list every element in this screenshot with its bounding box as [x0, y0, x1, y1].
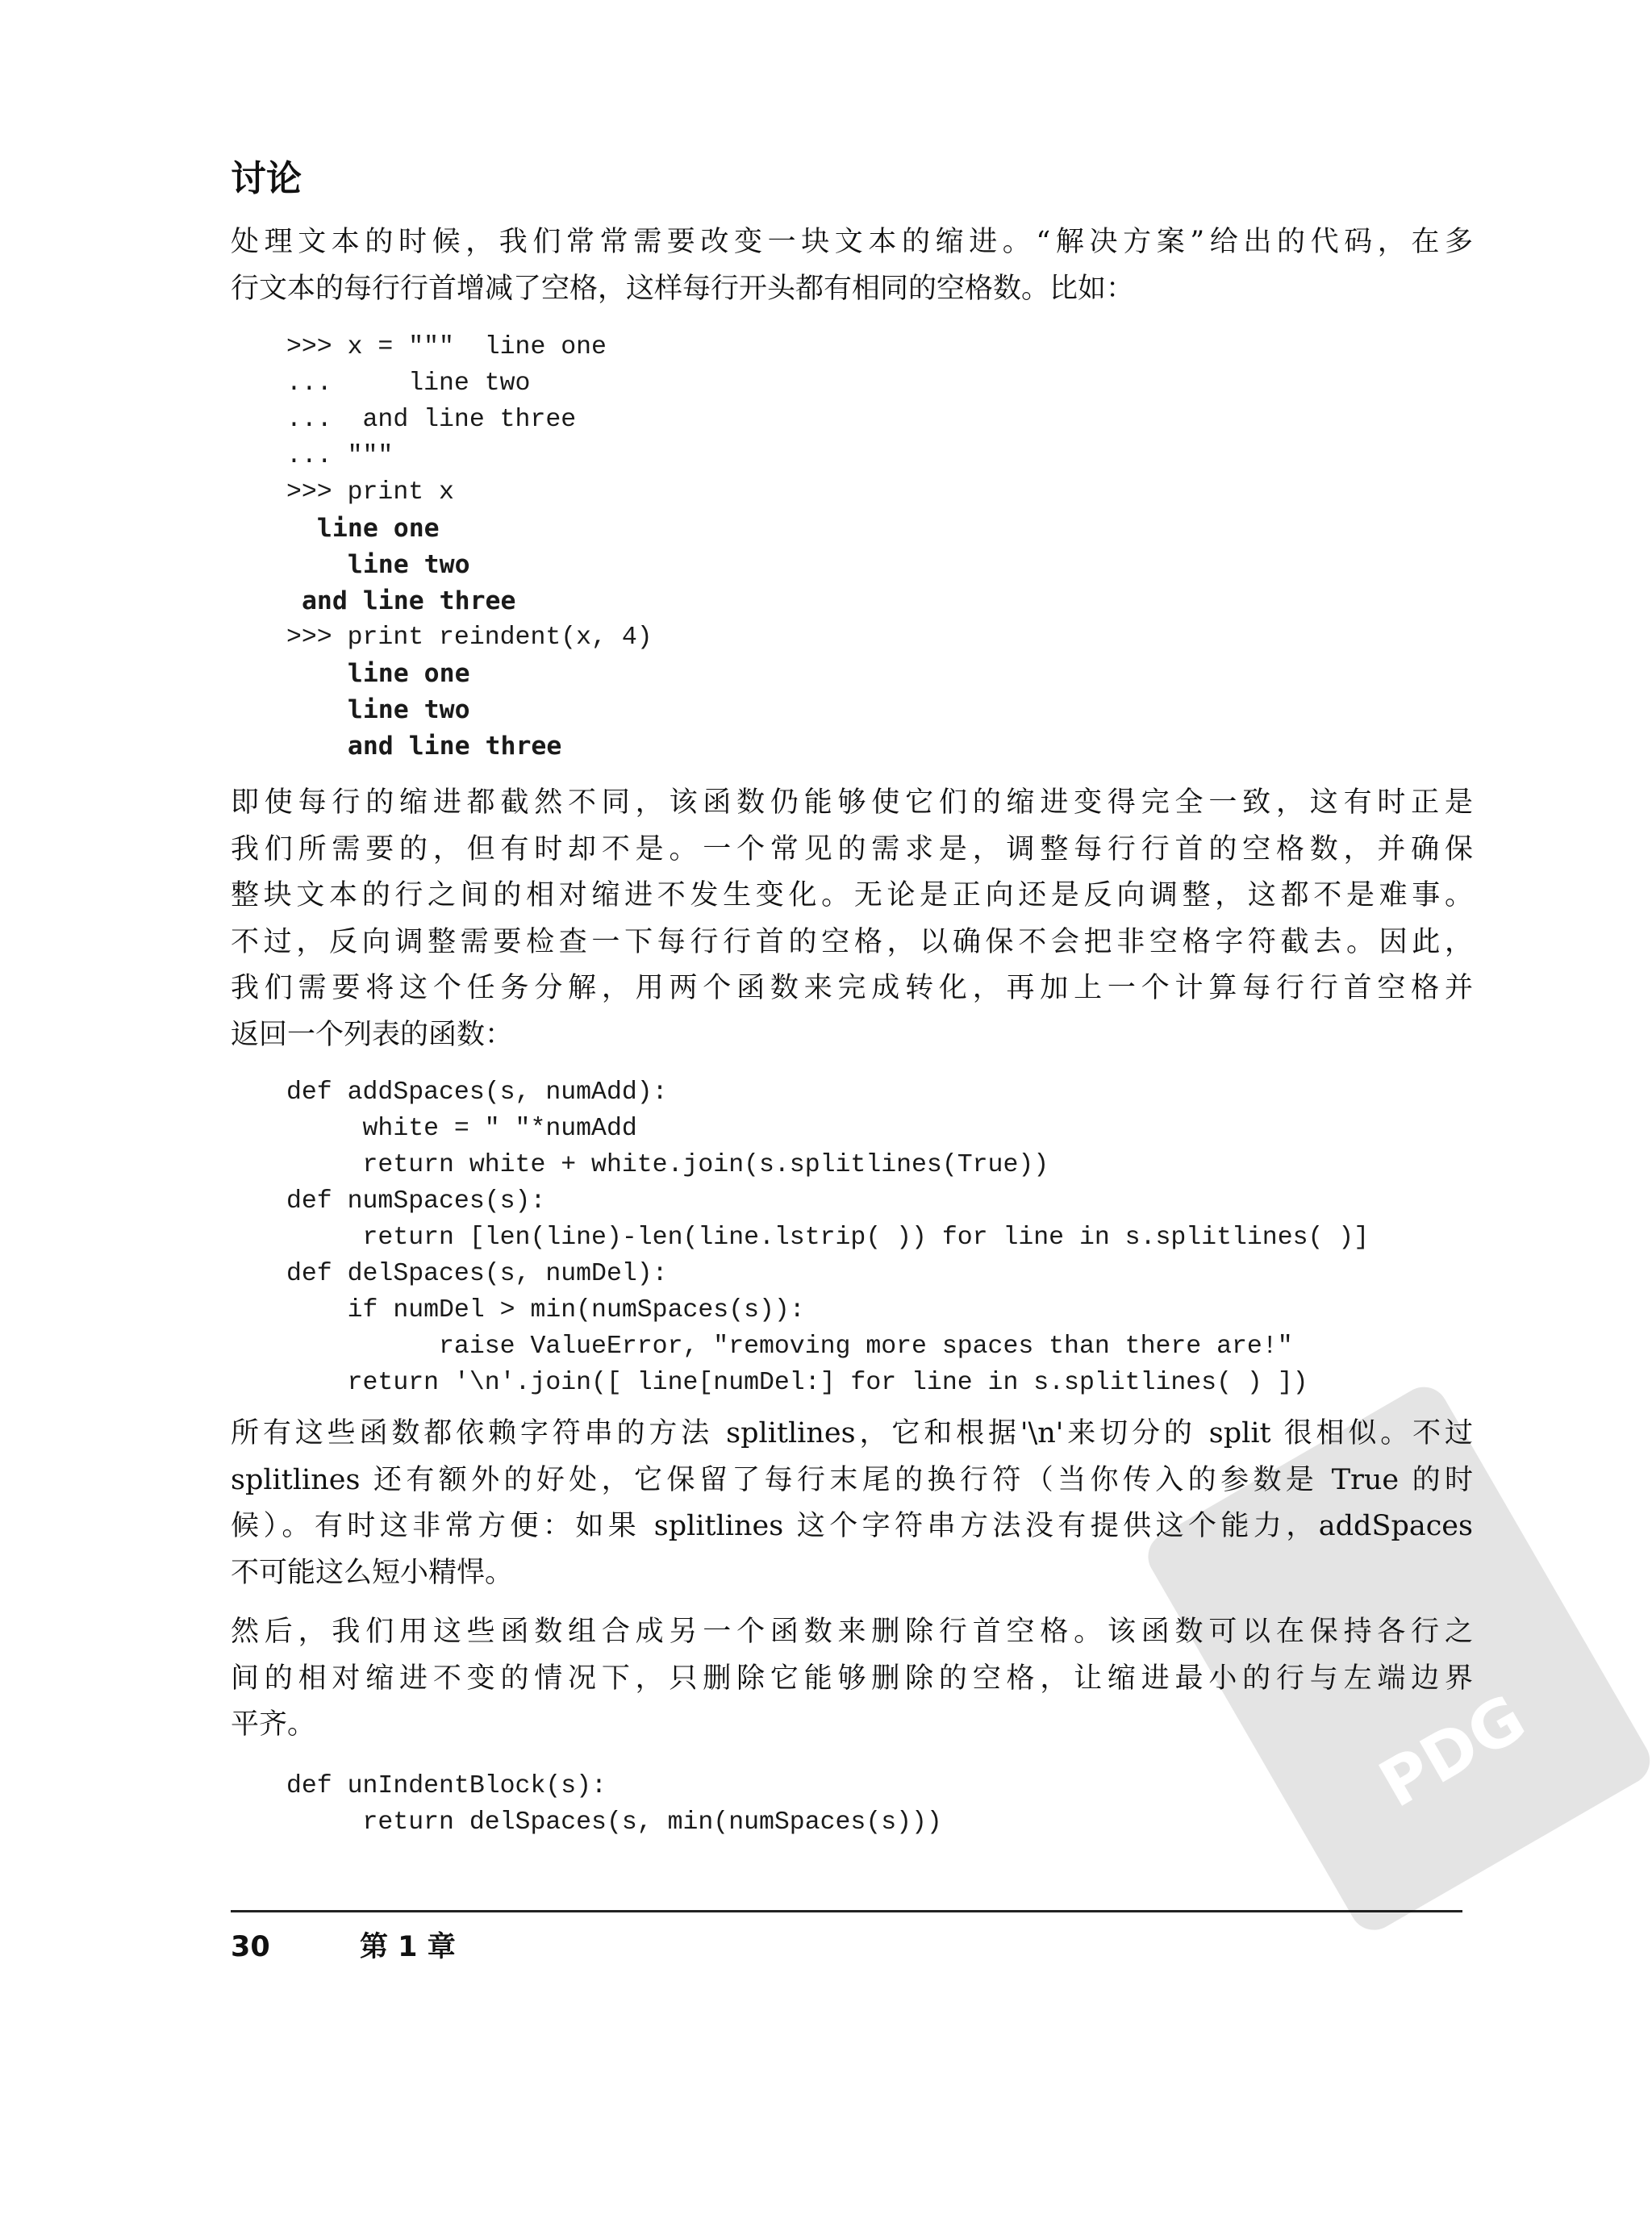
text-line: 即使每行的缩进都截然不同，该函数仍能够使它们的缩进变得完全一致，这有时正是 [231, 786, 1473, 819]
code-output-line: line two [286, 550, 470, 579]
paragraph-intro [231, 219, 1473, 312]
code-line: return '\n'.join([ line[numDel:] for line in s.splitlines( ) ]) [286, 1369, 1308, 1397]
text-line: 间的相对缩进不变的情况下，只删除它能够删除的空格，让缩进最小的行与左端边界 [231, 1662, 1473, 1695]
text-line: splitlines 还有额外的好处，它保留了每行末尾的换行符（当你传入的参数是 True 的时 [231, 1463, 1473, 1496]
code-block-unindent [286, 1768, 942, 1841]
text-line: 返回一个列表的函数： [231, 1018, 514, 1051]
code-line: ... and line three [286, 406, 577, 434]
text-line: 行文本的每行行首增减了空格，这样每行开头都有相同的空格数。比如： [231, 272, 1135, 305]
code-output-line: line one [286, 514, 440, 543]
code-line: ... """ [286, 442, 394, 470]
code-output-line: and line three [286, 586, 516, 615]
code-line: def addSpaces(s, numAdd): [286, 1078, 668, 1107]
code-line: ... line two [286, 369, 531, 398]
text-line: 所有这些函数都依赖字符串的方法 splitlines，它和根据'\n'来切分的 split 很相似。不过 [231, 1417, 1473, 1449]
paragraph-unindent [231, 1609, 1473, 1749]
code-line: def unIndentBlock(s): [286, 1772, 607, 1800]
text-line: 平齐。 [231, 1708, 316, 1741]
code-line: white = " "*numAdd [286, 1115, 637, 1143]
footer-divider [231, 1910, 1462, 1912]
code-output-line: line one [286, 659, 470, 688]
text-line: 处理文本的时候，我们常常需要改变一块文本的缩进。“解决方案”给出的代码，在多 [231, 226, 1473, 258]
code-line: >>> x = """ line one [286, 333, 607, 361]
chapter-label: 第 1 章 [360, 1931, 456, 1963]
code-block-functions [286, 1074, 1369, 1401]
text-line: 我们需要将这个任务分解，用两个函数来完成转化，再加上一个计算每行行首空格并 [231, 972, 1473, 1004]
paragraph-explanation [231, 780, 1473, 1058]
code-block-example [286, 329, 653, 765]
watermark-text: PDG [1366, 1679, 1538, 1822]
code-line: return delSpaces(s, min(numSpaces(s))) [286, 1808, 942, 1837]
paragraph-splitlines [231, 1411, 1473, 1596]
code-output-line: line two [286, 695, 470, 724]
text-line: 我们所需要的，但有时却不是。一个常见的需求是，调整每行行首的空格数，并确保 [231, 832, 1473, 865]
section-heading: 讨论 [231, 158, 302, 199]
code-line: >>> print reindent(x, 4) [286, 624, 653, 652]
code-line: return [len(line)-len(line.lstrip( )) for line in s.splitlines( )] [286, 1224, 1370, 1252]
code-line: >>> print x [286, 478, 454, 507]
code-line: raise ValueError, "removing more spaces than there are!" [286, 1333, 1293, 1361]
code-line: def delSpaces(s, numDel): [286, 1260, 668, 1288]
page-number: 30 [231, 1931, 270, 1963]
code-line: if numDel > min(numSpaces(s)): [286, 1296, 805, 1324]
code-line: def numSpaces(s): [286, 1187, 546, 1216]
code-line: return white + white.join(s.splitlines(True)) [286, 1151, 1049, 1179]
text-line: 然后，我们用这些函数组合成另一个函数来删除行首空格。该函数可以在保持各行之 [231, 1616, 1473, 1648]
text-line: 不过，反向调整需要检查一下每行行首的空格，以确保不会把非空格字符截去。因此， [231, 925, 1473, 958]
text-line: 整块文本的行之间的相对缩进不发生变化。无论是正向还是反向调整，这都不是难事。 [231, 879, 1473, 911]
text-line: 候）。有时这非常方便：如果 splitlines 这个字符串方法没有提供这个能力，addSpaces [231, 1510, 1473, 1542]
text-line: 不可能这么短小精悍。 [231, 1556, 514, 1589]
code-output-line: and line three [286, 732, 562, 761]
